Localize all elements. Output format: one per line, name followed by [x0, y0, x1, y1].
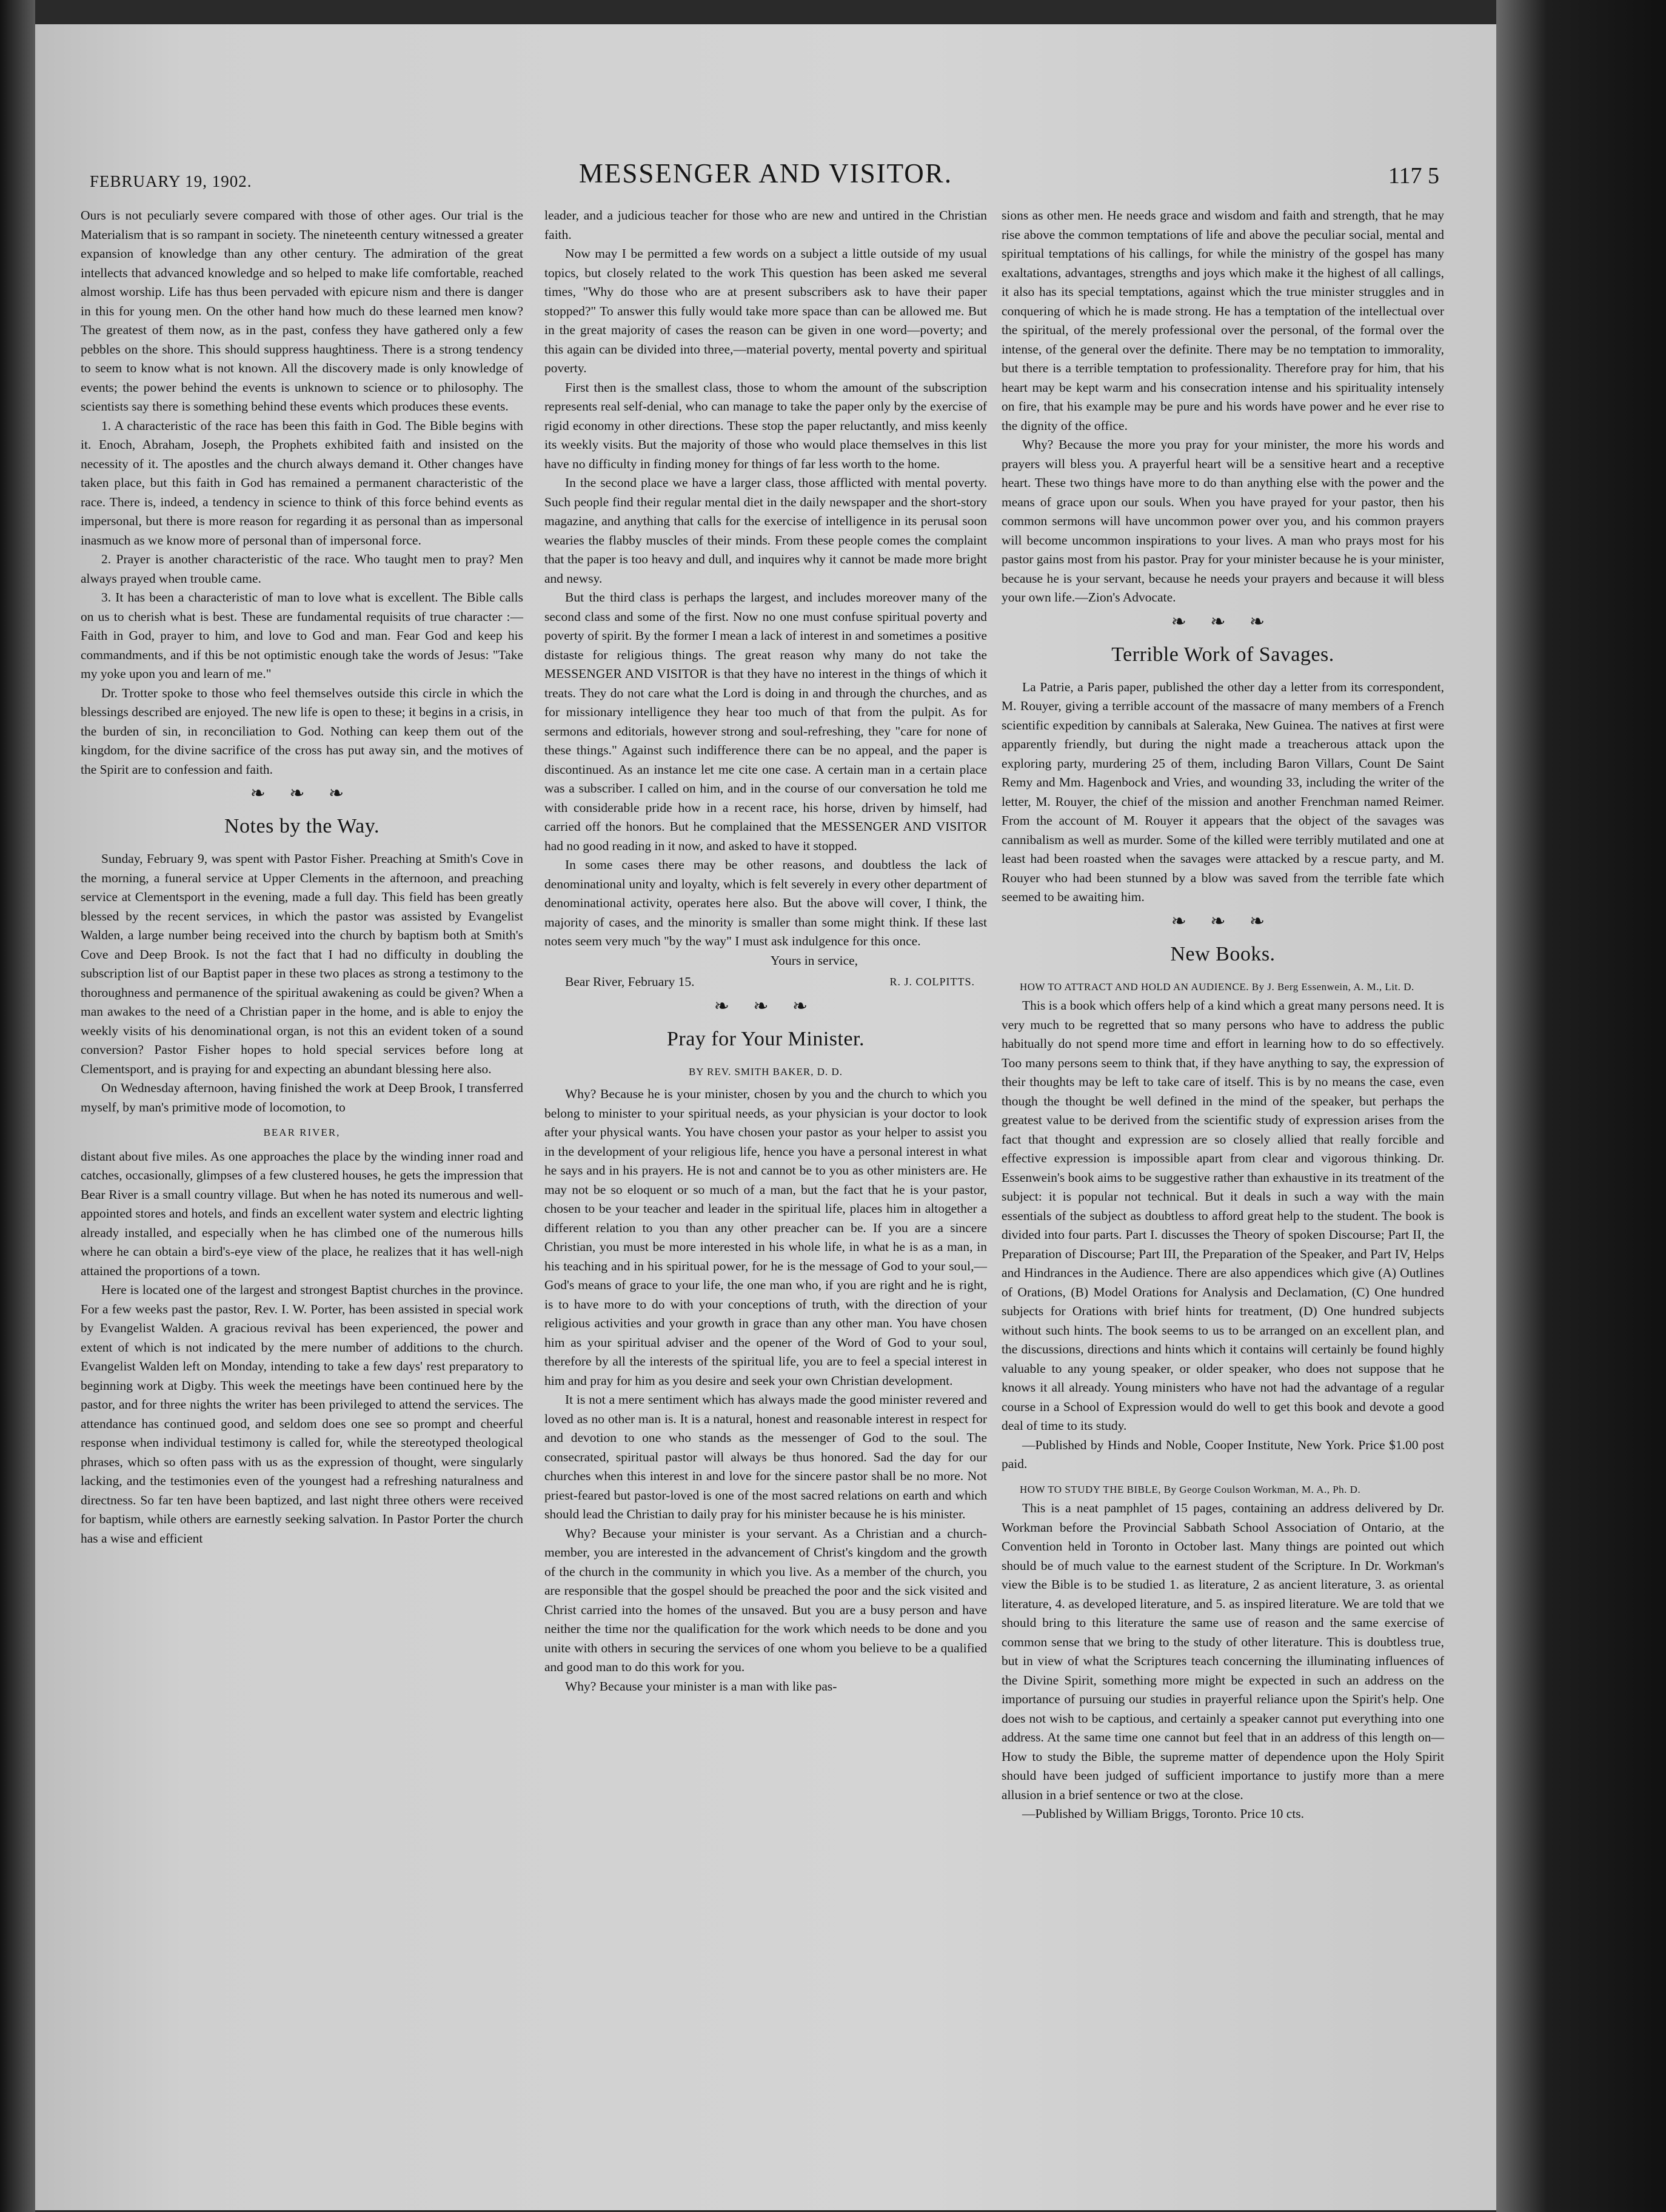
paragraph: Dr. Trotter spoke to those who feel themselves outside this circle in which the blessings described are enjoyed. The new life is open to these; it begins in a crisis, in the burden of sin, in reconciliation to God. Nothing can keep them out of the kingdom, for the divine sacrifice of the cross has put away sin, and the motives of the Spirit are to confession and faith.	[81, 685, 523, 777]
article-heading-pray: Pray for Your Minister.	[666, 1027, 865, 1050]
signature-line	[544, 973, 987, 992]
book-title: HOW TO STUDY THE BIBLE, By George Coulson Workman, M. A., Ph. D.	[1020, 1483, 1361, 1495]
paragraph: This is a neat pamphlet of 15 pages, containing an address delivered by Dr. Workman before the Provincial Sabbath School Association of Ontario, at the Convention held in Toronto in October last. Many things are pointed out which should be of much value to the earnest student of the Scripture. In Dr. Workman's view the Bible is to be studied 1. as literature, 2 as ancient literature, 3. as oriental literature, 4. as developed literature, and 5. as inspired literature. We are told that we should bring to this literature the same use of reason and the same exercise of common sense that we bring to the study of other literature. This is doubtless true, but in view of what the Scriptures teach concerning the illuminating influences of the Divine Spirit, something more might be expected in such an address on the importance of pursuing our studies in prayerful reliance upon the Spirit's help. One does not wish to be captious, and certainly a speaker cannot put everything into one address. At the same time one cannot but feel that in an address of this length on—How to study the Bible, the supreme matter of dependence upon the Holy Spirit should have been judged of sufficient importance to justify more than a mere allusion in a brief sentence or two at the close.	[1002, 1501, 1444, 1802]
paragraph: On Wednesday afternoon, having finished the work at Deep Brook, I transferred myself, by man's primitive mode of locomotion, to	[81, 1081, 523, 1114]
paragraph: sions as other men. He needs grace and wisdom and faith and strength, that he may rise above the common temptations of life and above the peculiar social, mental and spiritual temptations of his callings, for while the ministry of the gospel has many exaltations, advantages, strengths and joys which make it the highest of all callings, it also has its special temptations, against which the true minister struggles and in conquering of which he is made strong. He has a temptation of the intellectual over the spiritual, of the merely professional over the personal, of the formal over the intense, of the general over the definite. There may be no temptation to immorality, but there is a terrible temptation to professionality. Therefore pray for him, that his heart may be kept warm and his consecration intense and his spirituality intensely on fire, that his example may be pure and his words have power and he ever rise to the dignity of the office.	[1002, 208, 1444, 433]
section-ornament: ❧ ❧ ❧	[1171, 911, 1275, 931]
paragraph: Here is located one of the largest and strongest Baptist churches in the province. For a few weeks past the pastor, Rev. I. W. Porter, has been assisted in special work by Evangelist Walden. A gracious revival has been experienced, the power and extent of which is not indicated by the mere number of additions to the church. Evangelist Walden left on Monday, intending to take a few days' rest preparatory to beginning work at Digby. This week the meetings have been continued here by the pastor, and for three nights the writer has been privileged to attend the services. The attendance has continued good, and seldom does one see so prompt and cheerful response when individual testimony is called for, while the stereotyped theological phrases, which so often pass with us as the expression of thought, were singularly lacking, and the testimonies even of the youngest had a refreshing naturalness and directness. So far ten have been baptized, and last night three others were received for baptism, while others are earnestly seeking salvation. In Pastor Porter the church has a wise and efficient	[81, 1282, 523, 1546]
section-ornament: ❧ ❧ ❧	[714, 996, 818, 1016]
section-ornament: ❧ ❧ ❧	[1171, 611, 1275, 632]
column-2	[544, 206, 987, 2201]
paragraph: leader, and a judicious teacher for those who are new and untired in the Christian faith.	[544, 208, 987, 242]
subheading-bear-river: BEAR RIVER,	[263, 1127, 341, 1138]
film-border-right	[1496, 0, 1666, 2212]
paragraph: Ours is not peculiarly severe compared with those of other ages. Our trial is the Materialism that is so rampant in society. The nineteenth century witnessed a greater expansion of knowledge than any other century. The admiration of the great intellects that advanced knowledge and so helped to make life comfortable, reached almost worship. Life has thus been pervaded with epicure nism and there is danger in this for young men. On the other hand how much do these learned men know? The greatest of them now, as in the past, confess they have gathered only a few pebbles on the shore. This should suppress haughtiness. There is a strong tendency to seem to know what is not known. All the discovery made is only knowledge of events; the power behind the events is unknown to science or to philosophy. The scientists say there is something behind these events which produces these events.	[81, 208, 523, 414]
paragraph: Why? Because he is your minister, chosen by you and the church to which you belong to minister to your spiritual needs, as your physician is your doctor to look after your physical wants. You have chosen your pastor as your helper to assist you in the development of your religious life, hence you have a personal interest in what he says and in his prayers. He is not and cannot be to you as other ministers are. He may not be so eloquent or so much of a man, but the fact that he is your pastor, chosen to be your teacher and leader in the spiritual life, places him in altogether a different relation to you than any other preacher can be. If you are a sincere Christian, you must be more interested in his whole life, in what he is as a man, in his teaching and in his spiritual power, for he is the message of God to your soul,—God's means of grace to your life, the one man who, if you are right and he is right, is to have more to do with your conceptions of truth, with the direction of your religious activities and your growth in grace than any other man. You have chosen him as your spiritual adviser and the opener of the Word of God to your soul, therefore by all the interests of the spiritual life, you are to feel a special interest in him and pray for him as you desire and seek your own Christian development.	[544, 1087, 987, 1388]
paragraph: 3. It has been a characteristic of man to love what is excellent. The Bible calls on us to cherish what is best. These are fundamental requisits of true character :— Faith in God, prayer to him, and love to God and man. Fear God and keep his commandments, and if this be not optimistic enough take the words of Jesus: "Take my yoke upon you and learn of me."	[81, 590, 523, 681]
paragraph: distant about five miles. As one approaches the place by the winding inner road and catches, occasionally, glimpses of a few clustered houses, he gets the impression that Bear River is a small country village. But when he has noted its numerous and well-appointed stores and hotels, and finds an excellent water system and electric lighting already installed, and especially when he has climbed one of the numerous hills where he can obtain a bird's-eye view of the place, he realizes that it has well-nigh attained the proportions of a town.	[81, 1148, 523, 1278]
signature-author: R. J. COLPITTS.	[889, 976, 975, 988]
column-3	[1002, 206, 1444, 2201]
book-title: HOW TO ATTRACT AND HOLD AN AUDIENCE. By J. Berg Essenwein, A. M., Lit. D.	[1020, 980, 1414, 993]
page-number: 117 5	[1388, 163, 1439, 189]
paragraph: Why? Because the more you pray for your minister, the more his words and prayers will bless you. A prayerful heart will be a sensitive heart and a receptive heart. These two things have more to do than anything else with the power and the means of grace upon our souls. When you have prayed for your pastor, then his common sermons will have uncommon power over you, and his common prayers will become uncommon inspirations to your lives. A man who prays most for his pastor gains most from his pastor. Pray for your minister because he is your minister, because he is your servant, because he needs your prayers and because it will bless your own life.—Zion's Advocate.	[1002, 437, 1445, 605]
paragraph: Why? Because your minister is your servant. As a Christian and a church-member, you are interested in the advancement of Christ's kingdom and the growth of the church in the community in which you live. As a member of the church, you are responsible that the gospel should be preached the poor and the sick visited and Christ carried into the homes of the unsaved. But you are a busy person and have neither the time nor the qualification for the work which needs to be done and you unite with others in securing the services of one whom you believe to be a qualified and good man to do this work for you.	[544, 1526, 987, 1674]
newspaper-page	[35, 24, 1496, 2210]
publisher-note: —Published by William Briggs, Toronto. Price 10 cts.	[1022, 1806, 1305, 1821]
publisher-note: —Published by Hinds and Noble, Cooper Institute, New York. Price $1.00 post paid.	[1002, 1437, 1444, 1471]
column-1	[81, 206, 523, 2201]
signature-place: Bear River, February 15.	[565, 974, 695, 989]
film-border-left	[0, 0, 35, 2212]
newspaper-title: MESSENGER AND VISITOR.	[578, 158, 953, 189]
article-heading-savages: Terrible Work of Savages.	[1111, 643, 1334, 666]
paragraph: In some cases there may be other reasons, and doubtless the lack of denominational unity and loyalty, which is felt severely in every other department of denominational activity, operates here also. But the above will cover, I think, the majority of cases, and the minority is smaller than some might think. If these last notes seem very much "by the way" I must ask indulgence for this once.	[544, 857, 987, 948]
masthead	[78, 156, 1454, 199]
section-ornament: ❧ ❧ ❧	[250, 783, 354, 803]
issue-date: FEBRUARY 19, 1902.	[90, 172, 252, 190]
paragraph: In the second place we have a larger class, those afflicted with mental poverty. Such people find their regular mental diet in the daily newspaper and the short-story magazine, and anything that calls for the exercise of intelligence in its perusal soon wearies the flabby muscles of their minds. From these people comes the complaint that the paper is too heavy and dull, and inquires why it cannot be made more bright and newsy.	[544, 475, 987, 586]
paragraph: La Patrie, a Paris paper, published the other day a letter from its correspondent, M. Rouyer, giving a terrible account of the massacre of many members of a French scientific expedition by cannibals at Saleraka, New Guinea. The natives at first were apparently friendly, but during the night made a treacherous attack upon the exploring party, murdering 25 of them, including Baron Villars, Count De Saint Remy and Mm. Hagenbock and Vries, and wounding 33, including the writer of the letter, M. Rouyer, the chief of the mission and another Frenchman named Reimer. From the account of M. Rouyer it appears that the object of the savages was cannibalism as well as murder. Some of the killed were terribly mutilated and one at least had been roasted when the savages were attacked by a rescue party, and M. Rouyer who had been stunned by a blow was saved from the terrible fate which seemed to be awaiting him.	[1002, 679, 1444, 904]
paragraph: But the third class is perhaps the largest, and includes moreover many of the second class and some of the first. Now no one must confuse spiritual poverty and poverty of spirit. By the former I mean a lack of interest in and sometimes a positive distaste for religious things. The great reason why many do not take the MESSENGER AND VISITOR is that they have no interest in the things of which it treats. They do not care what the Lord is doing in and through the churches, and as for missionary intelligence they hear too much of that from the pulpit. As for sermons and editorials, however strong and soul-refreshing, they "care for none of these things." Against such indifference there can be no appeal, and the paper is discontinued. As an instance let me cite one case. A certain man in a certain place was a subscriber. I called on him, and in the course of our conversation he told me with considerable pride how in a recent race, his horse, driven by himself, had carried off the honors. But he complained that the MESSENGER AND VISITOR had no good reading in it now, and asked to have it stopped.	[544, 590, 987, 853]
article-heading-new-books: New Books.	[1170, 942, 1276, 965]
signature-close: Yours in service,	[770, 953, 858, 968]
paragraph: This is a book which offers help of a kind which a great many persons need. It is very much to be regretted that so many persons who have to address the public habitually do not spend more time and effort in learning how to do so effectively. Too many persons seem to think that, if they have anything to say, the expression of their thoughts may be left to take care of itself. This is by no means the case, even though the thought be well defined in the mind of the speaker, but perhaps the greatest value to be derived from the scientific study of expression arises from the fact that thought and expression are so closely allied that really forcible and effective expression is impossible apart from clear and vigorous thinking. Dr. Essenwein's book aims to be suggestive rather than exhaustive in its treatment of the subject: it is popular not technical. But it deals in such a way with the main essentials of the subject as doubtless to afford great help to the student. The book is divided into four parts. Part I. discusses the Theory of spoken Discourse; Part II, the Preparation of Discourse; Part III, the Preparation of the Speaker, and Part IV, Helps and Hindrances in the Audience. There are also appendices which give (A) Outlines of Orations, (B) Model Orations for Analysis and Declamation, (C) One hundred subjects for Orations with brief hints for treatment, (D) One hundred subjects without such hints. The book seems to us to be arranged on an excellent plan, and the discussions, directions and hints which it contains will certainly be found highly valuable to any young speaker, or older speaker, who does not suppose that he knows it all already. Young ministers who have not had the advantage of a regular course in a School of Expression would do well to get this book and devote a good deal of time to its study.	[1002, 998, 1444, 1433]
paragraph: First then is the smallest class, those to whom the amount of the subscription represents real self-denial, who can manage to take the paper only by the exercise of rigid economy in other directions. These stop the paper reluctantly, and miss keenly its weekly visits. But the majority of those who would place themselves in this list have no difficulty in finding money for things of far less worth to the home.	[544, 380, 987, 471]
article-byline: BY REV. SMITH BAKER, D. D.	[688, 1065, 843, 1078]
paragraph: It is not a mere sentiment which has always made the good minister revered and loved as no other man is. It is a natural, honest and reasonable interest in respect for and devotion to one who stands as the messenger of God to the soul. The consecrated, spiritual pastor will always be thus honored. Sad the day for our churches when this interest in and love for the sincere pastor shall be no more. Not priest-feared but pastor-loved is one of the most sacred relations on earth and which should lead the Christian to daily pray for his minister because he is his minister.	[544, 1392, 987, 1521]
paragraph: Sunday, February 9, was spent with Pastor Fisher. Preaching at Smith's Cove in the morning, a funeral service at Upper Clements in the afternoon, and preaching service at Clementsport in the evening, made a full day. This field has been greatly blessed by the recent services, in which the pastor was assisted by Evangelist Walden, a large number being received into the church by baptism both at Smith's Cove and Deep Brook. Is not the fact that I had no difficulty in doubling the subscription list of our Baptist paper in these two places as strong a testimony to the thoroughness and permanence of the spiritual awakening as could be given? When a man awakes to the need of a Christian paper in the home, and is able to enjoy the weekly visits of his denominational organ, is not this an evident token of a sound conversion? Pastor Fisher hopes to hold special services before long at Clementsport, and is praying for and expecting an abundant blessing here also.	[81, 851, 523, 1076]
paragraph: Why? Because your minister is a man with like pas-	[565, 1678, 837, 1694]
paragraph: Now may I be permitted a few words on a subject a little outside of my usual topics, but closely related to the work This question has been asked me several times, "Why do those who are at present subscribers ask to have their paper stopped?" To answer this fully would take more space than can be allowed me. But in the great majority of cases the reason can be given in one word—poverty; and this again can be divided into three,—material poverty, mental poverty and spiritual poverty.	[544, 246, 987, 375]
paragraph: 1. A characteristic of the race has been this faith in God. The Bible begins with it. Enoch, Abraham, Joseph, the Prophets exhibited faith and insisted on the necessity of it. The apostles and the church always demand it. Other changes have taken place, but this faith in God has remained a permanent characteristic of the race. There is, indeed, a tendency in science to think of this force behind events as impersonal, but there is more reason for regarding it as personal than as impersonal inasmuch as we know more of personal than of impersonal force.	[81, 418, 523, 548]
paragraph: 2. Prayer is another characteristic of the race. Who taught men to pray? Men always prayed when trouble came.	[81, 552, 523, 586]
article-heading-notes: Notes by the Way.	[224, 815, 380, 837]
